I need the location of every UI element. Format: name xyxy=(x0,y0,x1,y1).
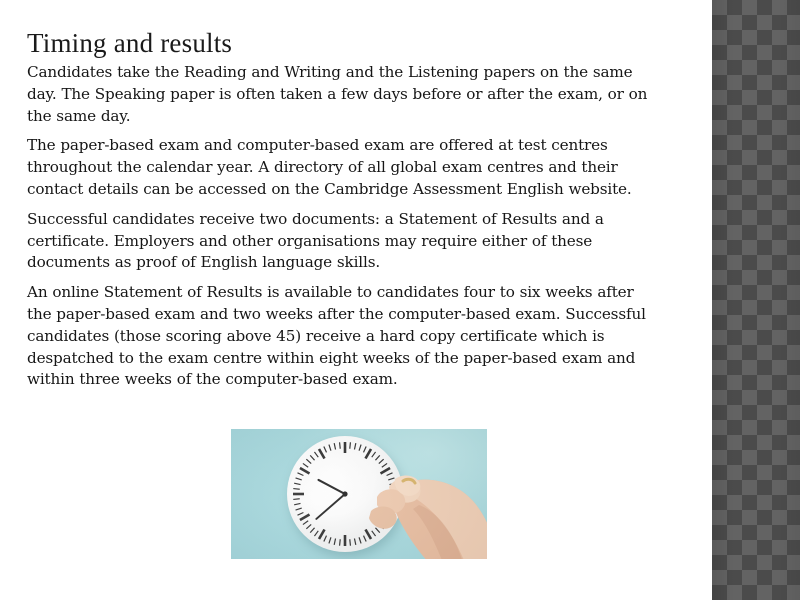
hand-and-arm xyxy=(369,453,487,559)
paragraph-2: The paper-based exam and computer-based exam are offered at test centres throughout the calendar year. A directory of all global exam centres and their contact details can be accessed on the Cambridge Assessment English website. xyxy=(27,136,632,198)
paragraph-1: Candidates take the Reading and Writing and the Listening papers on the same day. The Speaking paper is often taken a few days before or after the exam, or on the same day. xyxy=(27,63,648,125)
clock-and-hand-photo xyxy=(231,429,487,559)
sidebar-shading xyxy=(712,0,800,600)
paragraph-4: An online Statement of Results is available to candidates four to six weeks after the paper-based exam and two weeks after the computer-based exam. Successful candidates (those scoring above 45) receive a hard copy certificate which is despatched to the exam centre within eight weeks of the paper-based exam and within three weeks of the computer-based exam. xyxy=(27,283,646,389)
clock-drop-shadow xyxy=(289,441,405,557)
paragraph-3: Successful candidates receive two documents: a Statement of Results and a certificate. Employers and other organisations may require either of these documents as proof of English language skills. xyxy=(27,209,604,272)
clock-face xyxy=(287,436,403,552)
photo-background xyxy=(231,429,487,559)
page-title: Timing and results xyxy=(27,28,233,58)
clock-marks-and-hands xyxy=(287,436,403,552)
diamond-pattern-sidebar xyxy=(712,0,800,600)
photo-vignette xyxy=(231,429,487,559)
body-text-block xyxy=(27,62,652,391)
wall-clock-icon xyxy=(287,436,403,552)
